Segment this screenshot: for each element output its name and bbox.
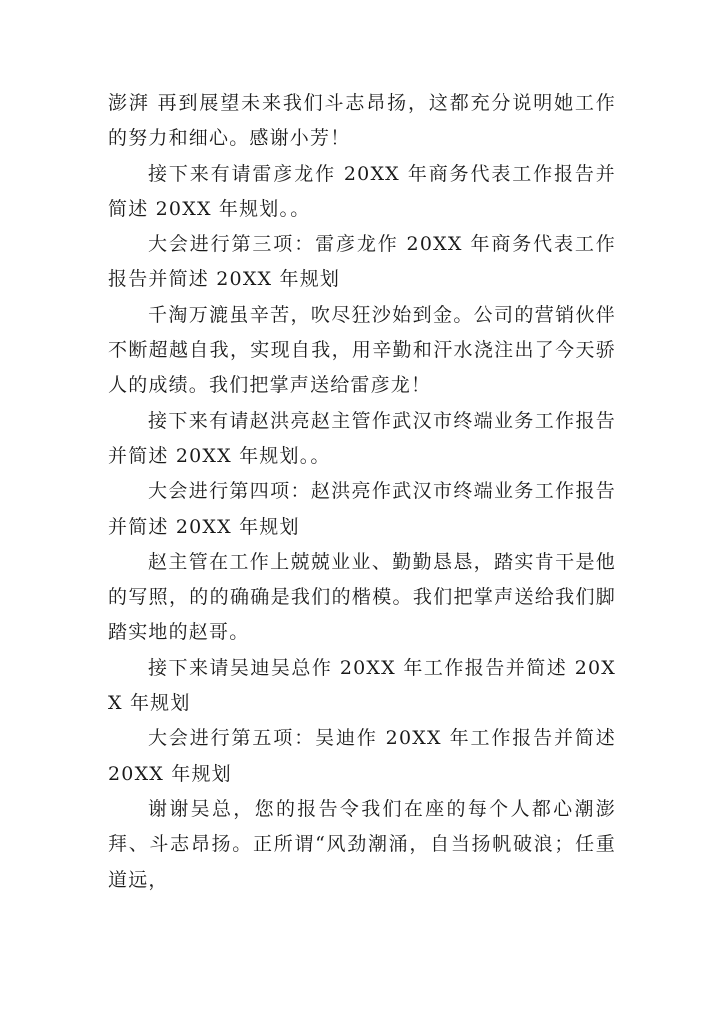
paragraph-9: 大会进行第五项：吴迪作 20XX 年工作报告并简述 20XX 年规划 (108, 727, 616, 785)
paragraph-3: 大会进行第三项：雷彦龙作 20XX 年商务代表工作报告并简述 20XX 年规划 (108, 233, 616, 291)
paragraph-4: 千淘万漉虽辛苦，吹尽狂沙始到金。公司的营销伙伴不断超越自我，实现自我，用辛勤和汗水浇注出了今天骄人的成绩。我们把掌声送给雷彦龙！ (108, 303, 616, 397)
document-body (108, 86, 616, 898)
paragraph-2: 接下来有请雷彦龙作 20XX 年商务代表工作报告并简述 20XX 年规划。。 (108, 162, 616, 220)
paragraph-10: 谢谢吴总，您的报告令我们在座的每个人都心潮澎拜、斗志昂扬。正所谓“风劲潮涌，自当扬帆破浪；任重道远， (108, 797, 616, 891)
paragraph-1: 澎湃 再到展望未来我们斗志昂扬，这都充分说明她工作的努力和细心。感谢小芳！ (108, 92, 616, 150)
paragraph-8: 接下来请吴迪吴总作 20XX 年工作报告并简述 20XX 年规划 (108, 656, 616, 715)
paragraph-5: 接下来有请赵洪亮赵主管作武汉市终端业务工作报告并简述 20XX 年规划。。 (108, 409, 616, 467)
paragraph-6: 大会进行第四项：赵洪亮作武汉市终端业务工作报告并简述 20XX 年规划 (108, 480, 616, 538)
paragraph-7: 赵主管在工作上兢兢业业、勤勤恳恳，踏实肯干是他的写照，的的确确是我们的楷模。我们把掌声送给我们脚踏实地的赵哥。 (108, 550, 616, 644)
